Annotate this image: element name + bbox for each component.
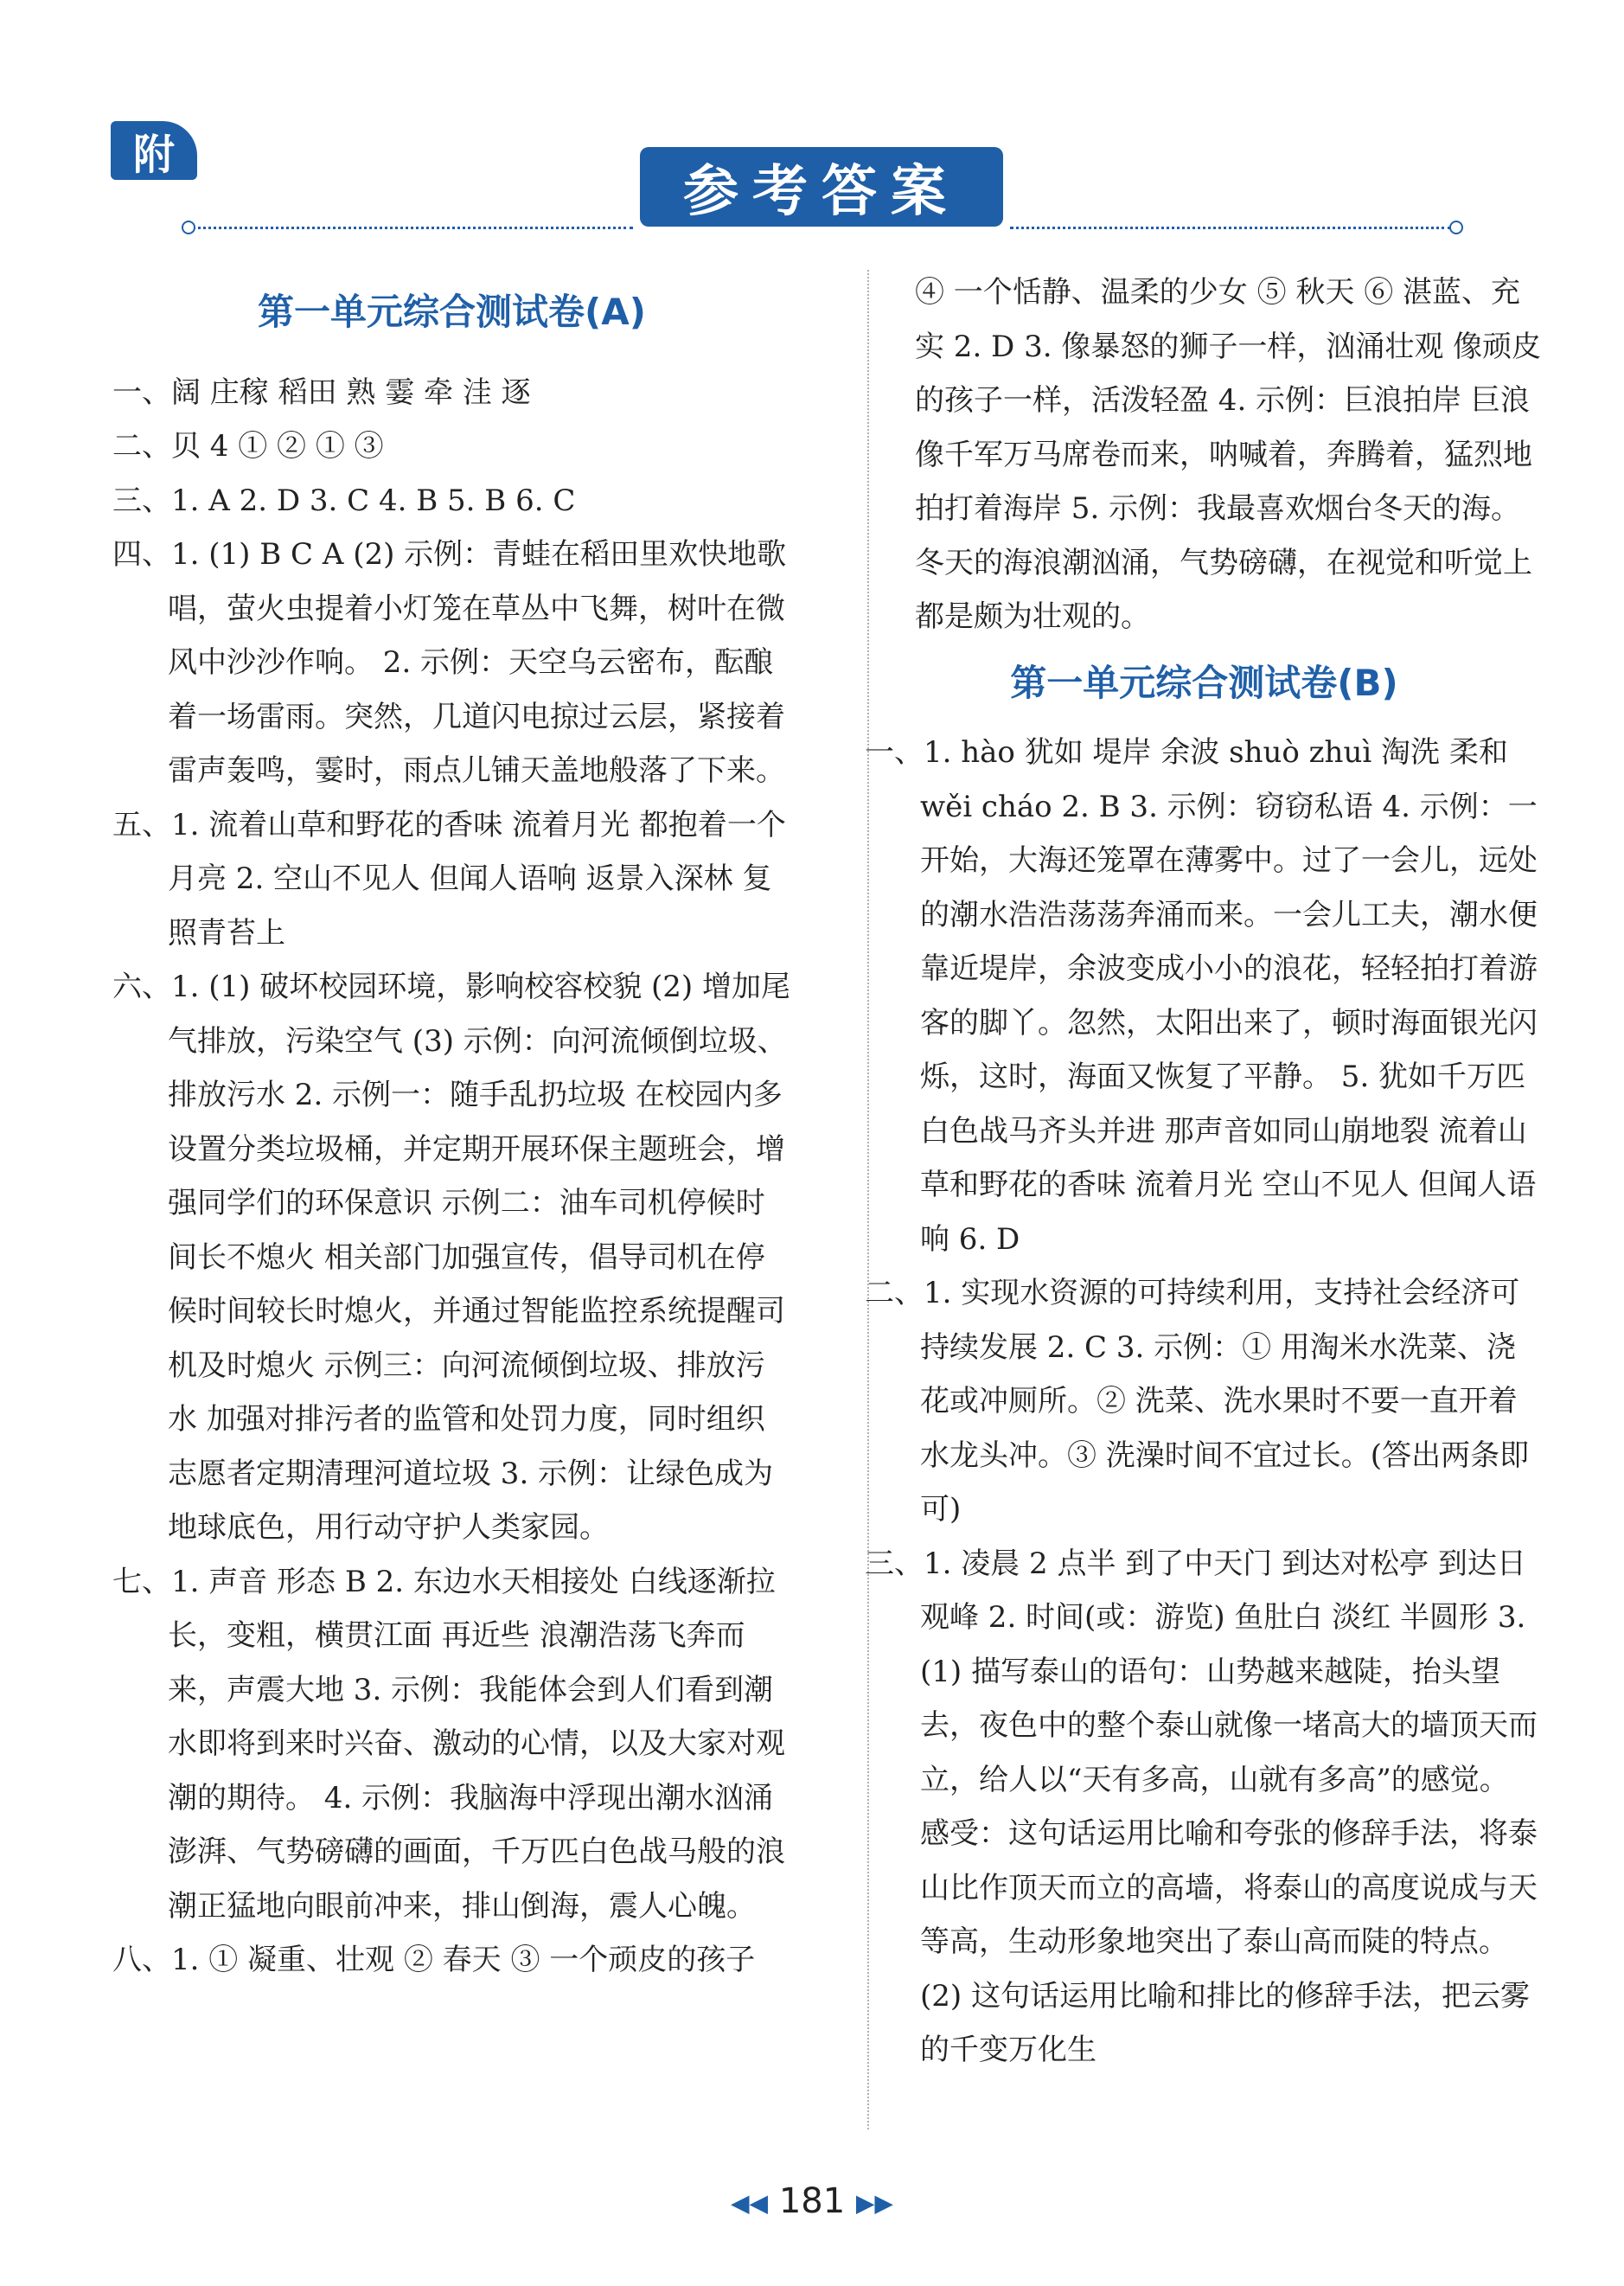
title-rule-right-dot — [1449, 221, 1463, 234]
title-rule-left — [192, 227, 633, 229]
page-title: 参考答案 — [640, 147, 1003, 227]
answer-block: 四、1. (1) B C A (2) 示例：青蛙在稻田里欢快地歌唱，萤火虫提着小灯笼在草丛中飞舞，树叶在微风中沙沙作响。 2. 示例：天空乌云密布，酝酿着一场雷雨。突然，几道闪电掠过云层，紧接着雷声轰鸣，霎时，雨点儿铺天盖地般落了下来。 — [112, 537, 787, 788]
answer-block: 七、1. 声音 形态 B 2. 东边水天相接处 白线逐渐拉长，变粗，横贯江面 再近些 浪潮浩荡飞奔而来，声震大地 3. 示例：我能体会到人们看到潮水即将到来时兴奋、激动的心情，以及大家对观潮的期待。 4. 示例：我脑海中浮现出潮水汹涌澎湃、气势磅礴的画面，千万匹白色战马般的浪潮正猛地向眼前冲来，排山倒海，震人心魄。 — [112, 1564, 785, 1924]
answer-block: 一、1. hào 犹如 堤岸 余波 shuò zhuì 淘洗 柔和 wěi cháo 2. B 3. 示例：窃窃私语 4. 示例：一开始，大海还笼罩在薄雾中。过了一会儿，远处的潮水浩浩荡荡奔涌而来。一会儿工夫，潮水便靠近堤岸，余波变成小小的浪花，轻轻拍打着游客的脚丫。忽然，太阳出来了，顿时海面银光闪烁，这时，海面又恢复了平静。 5. 犹如千万匹白色战马齐头并进 那声音如同山崩地裂 流着山草和野花的香味 流着月光 空山不见人 但闻人语响 6. D — [865, 735, 1538, 1257]
answer-block: 二、1. 实现水资源的可持续利用，支持社会经济可持续发展 2. C 3. 示例：① 用淘米水洗菜、浇花或冲厕所。② 洗菜、洗水果时不要一直开着水龙头冲。③ 洗澡时间不宜过长。(答出两条即可) — [865, 1276, 1530, 1527]
title-rule-right — [1010, 227, 1451, 229]
title-rule-left-dot — [182, 221, 195, 234]
appendix-tag: 附 — [111, 121, 197, 180]
section-heading-b: 第一单元综合测试卷(B) — [1010, 661, 1398, 704]
page-footer — [0, 2181, 1624, 2221]
page-number: 181 — [778, 2181, 846, 2221]
right-column — [865, 266, 1544, 2078]
next-arrows-icon: ▶▶ — [855, 2188, 893, 2218]
answer-block: 一、阔 庄稼 稻田 熟 霎 牵 洼 逐 — [112, 375, 531, 410]
section-heading-a: 第一单元综合测试卷(A) — [258, 291, 646, 333]
continued-answer: ④ 一个恬静、温柔的少女 ⑤ 秋天 ⑥ 湛蓝、充实 2. D 3. 像暴怒的狮子一样，汹涌壮观 像顽皮的孩子一样，活泼轻盈 4. 示例：巨浪拍岸 巨浪像千军万马席卷而来，呐喊着，奔腾着，猛烈地拍打着海岸 5. 示例：我最喜欢烟台冬天的海。冬天的海浪潮汹涌，气势磅礴，在视觉和听觉上都是颇为壮观的。 — [915, 275, 1542, 634]
answer-block: 八、1. ① 凝重、壮观 ② 春天 ③ 一个顽皮的孩子 — [112, 1943, 756, 1977]
answer-block: 六、1. (1) 破坏校园环境，影响校容校貌 (2) 增加尾气排放，污染空气 (3) 示例：向河流倾倒垃圾、排放污水 2. 示例一：随手乱扔垃圾 在校园内多设置分类垃圾桶，并定期开展环保主题班会，增强同学们的环保意识 示例二：油车司机停候时间长不熄火 相关部门加强宣传，倡导司机在停候时间较长时熄火，并通过智能监控系统提醒司机及时熄火 示例三：向河流倾倒垃圾、排放污水 加强对排污者的监管和处罚力度，同时组织志愿者定期清理河道垃圾 3. 示例：让绿色成为地球底色，用行动守护人类家园。 — [112, 970, 790, 1545]
answer-block: 二、贝 4 ① ② ① ③ — [112, 429, 384, 464]
answer-block: 五、1. 流着山草和野花的香味 流着月光 都抱着一个月亮 2. 空山不见人 但闻人语响 返景入深林 复照青苔上 — [112, 807, 786, 951]
prev-arrows-icon: ◀◀ — [731, 2188, 769, 2218]
left-column — [112, 285, 791, 1988]
answer-block: 三、1. 凌晨 2 点半 到了中天门 到达对松亭 到达日观峰 2. 时间(或：游览) 鱼肚白 淡红 半圆形 3. (1) 描写泰山的语句：山势越来越陡，抬头望去，夜色中的整个泰山就像一堵高大的墙顶天而立，给人以“天有多高，山就有多高”的感觉。 感受：这句话运用比喻和夸张的修辞手法，将泰山比作顶天而立的高墙，将泰山的高度说成与天等高，生动形象地突出了泰山高而陡的特点。 (2) 这句话运用比喻和排比的修辞手法，把云雾的千变万化生 — [865, 1546, 1538, 2067]
answer-block: 三、1. A 2. D 3. C 4. B 5. B 6. C — [112, 483, 576, 518]
